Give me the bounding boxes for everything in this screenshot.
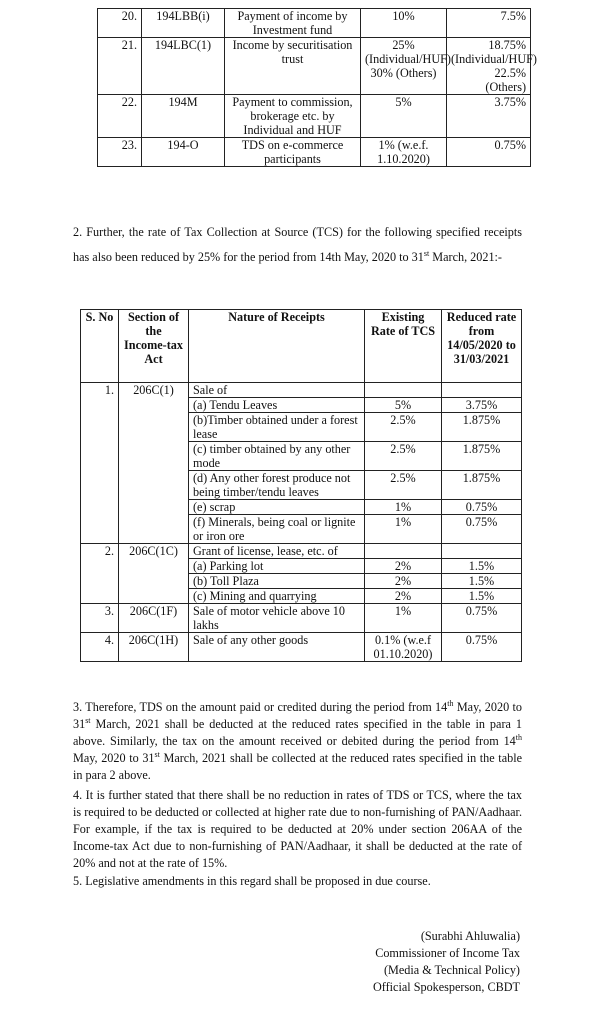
signatory-name: (Surabhi Ahluwalia) xyxy=(420,929,520,943)
nature-cell: (d) Any other forest produce not being timber/tendu leaves xyxy=(189,471,365,500)
sno-cell: 1. xyxy=(81,383,119,544)
section-cell: 206C(1C) xyxy=(119,544,189,604)
tds-rate-table xyxy=(97,8,537,167)
nature-cell: Payment to commission, brokerage etc. by Individual and HUF xyxy=(225,95,361,138)
table-row xyxy=(98,9,531,38)
reduced-rate-cell: 1.875% xyxy=(442,413,522,442)
tcs-header-row xyxy=(81,310,522,383)
paragraph-5: 5. Legislative amendments in this regard shall be proposed in due course. xyxy=(73,874,431,888)
paragraph-4: 4. It is further stated that there shall be no reduction in rates of TDS or TCS, where the tax is required to be deducted or collected at higher rate due to non-furnishing of PAN/Aadhaar. For example, if the tax is required to be deducted at 20% under section 206AA of the Income-tax Act due to non-furnishing of PAN/Aadhaar, it shall be deducted at the rate of 20% and not at the rate of 15%. xyxy=(73,788,522,870)
nature-heading-cell: Grant of license, lease, etc. of xyxy=(189,544,365,559)
nature-cell: (b)Timber obtained under a forest lease xyxy=(189,413,365,442)
existing-rate-cell: 2.5% xyxy=(365,471,442,500)
tcs-rate-table xyxy=(80,309,522,662)
signatory-title: Commissioner of Income Tax xyxy=(375,946,520,960)
header-section: Section of the Income-tax Act xyxy=(119,310,189,383)
table-row xyxy=(98,95,531,138)
table-row xyxy=(98,138,531,167)
reduced-rate-cell: 0.75% xyxy=(447,138,531,167)
existing-rate-cell: 2% xyxy=(365,559,442,574)
paragraph-2: 2. Further, the rate of Tax Collection at Source (TCS) for the following specified receipts has also been reduced by 25% for the period from 14th May, 2020 to 31st March, 2021:- xyxy=(73,225,522,264)
existing-rate-cell: 1% xyxy=(365,500,442,515)
header-sno: S. No xyxy=(81,310,119,383)
existing-rate-cell: 2.5% xyxy=(365,413,442,442)
sno-cell: 23. xyxy=(98,138,142,167)
table-row xyxy=(81,604,522,633)
existing-rate-cell: 5% xyxy=(361,95,447,138)
nature-cell: (c) timber obtained by any other mode xyxy=(189,442,365,471)
existing-rate-cell: 5% xyxy=(365,398,442,413)
table-row xyxy=(81,544,522,559)
reduced-rate-cell: 0.75% xyxy=(442,633,522,662)
nature-cell: (a) Parking lot xyxy=(189,559,365,574)
sno-cell: 22. xyxy=(98,95,142,138)
section-cell: 194LBC(1) xyxy=(142,38,225,95)
existing-rate-cell: 1% xyxy=(365,604,442,633)
signatory-dept: (Media & Technical Policy) xyxy=(384,963,520,977)
section-cell: 206C(1H) xyxy=(119,633,189,662)
nature-cell: (c) Mining and quarrying xyxy=(189,589,365,604)
header-reduced: Reduced rate from 14/05/2020 to 31/03/2021 xyxy=(442,310,522,383)
nature-cell: Payment of income by Investment fund xyxy=(225,9,361,38)
reduced-rate-cell: 1.875% xyxy=(442,471,522,500)
nature-cell: TDS on e-commerce participants xyxy=(225,138,361,167)
reduced-rate-cell: 1.5% xyxy=(442,574,522,589)
nature-cell: (f) Minerals, being coal or lignite or iron ore xyxy=(189,515,365,544)
signature-block xyxy=(373,928,520,996)
reduced-rate-cell: 0.75% xyxy=(442,500,522,515)
existing-rate-cell xyxy=(365,544,442,559)
section-cell: 194M xyxy=(142,95,225,138)
sno-cell: 2. xyxy=(81,544,119,604)
sno-cell: 20. xyxy=(98,9,142,38)
nature-heading-cell: Sale of xyxy=(189,383,365,398)
existing-rate-cell xyxy=(365,383,442,398)
section-cell: 194LBB(i) xyxy=(142,9,225,38)
table-row xyxy=(81,383,522,398)
sno-cell: 21. xyxy=(98,38,142,95)
existing-rate-cell: 2.5% xyxy=(365,442,442,471)
nature-cell: Income by securitisation trust xyxy=(225,38,361,95)
reduced-rate-cell: 0.75% xyxy=(442,604,522,633)
existing-rate-cell: 2% xyxy=(365,574,442,589)
reduced-rate-cell: 3.75% xyxy=(447,95,531,138)
existing-rate-cell: 1% (w.e.f. 1.10.2020) xyxy=(361,138,447,167)
reduced-rate-cell: 18.75% (Individual/HUF) 22.5% (Others) xyxy=(447,38,531,95)
existing-rate-cell: 25% (Individual/HUF) 30% (Others) xyxy=(361,38,447,95)
table-row xyxy=(98,38,531,95)
nature-cell: (e) scrap xyxy=(189,500,365,515)
reduced-rate-cell: 1.5% xyxy=(442,559,522,574)
existing-rate-cell: 0.1% (w.e.f 01.10.2020) xyxy=(365,633,442,662)
nature-cell: Sale of any other goods xyxy=(189,633,365,662)
reduced-rate-cell: 1.875% xyxy=(442,442,522,471)
section-cell: 206C(1F) xyxy=(119,604,189,633)
reduced-rate-cell xyxy=(442,544,522,559)
nature-cell: (a) Tendu Leaves xyxy=(189,398,365,413)
section-cell: 206C(1) xyxy=(119,383,189,544)
existing-rate-cell: 1% xyxy=(365,515,442,544)
existing-rate-cell: 10% xyxy=(361,9,447,38)
table-row xyxy=(81,633,522,662)
existing-rate-cell: 2% xyxy=(365,589,442,604)
reduced-rate-cell xyxy=(442,383,522,398)
section-cell: 194-O xyxy=(142,138,225,167)
paragraph-3: 3. Therefore, TDS on the amount paid or credited during the period from 14th May, 2020 to 31st March, 2021 shall be deducted at the reduced rates specified in the table in para 1 above. Similarly, the tax on the amount received or debited during the period from 14th May, 2020 to 31st March, 2021 shall be collected at the reduced rates specified in the table in para 2 above. xyxy=(73,698,522,782)
sno-cell: 4. xyxy=(81,633,119,662)
nature-cell: (b) Toll Plaza xyxy=(189,574,365,589)
header-existing: Existing Rate of TCS xyxy=(365,310,442,383)
reduced-rate-cell: 7.5% xyxy=(447,9,531,38)
signatory-role: Official Spokesperson, CBDT xyxy=(372,980,520,994)
reduced-rate-cell: 0.75% xyxy=(442,515,522,544)
header-nature: Nature of Receipts xyxy=(189,310,365,383)
reduced-rate-cell: 1.5% xyxy=(442,589,522,604)
nature-cell: Sale of motor vehicle above 10 lakhs xyxy=(189,604,365,633)
reduced-rate-cell: 3.75% xyxy=(442,398,522,413)
sno-cell: 3. xyxy=(81,604,119,633)
